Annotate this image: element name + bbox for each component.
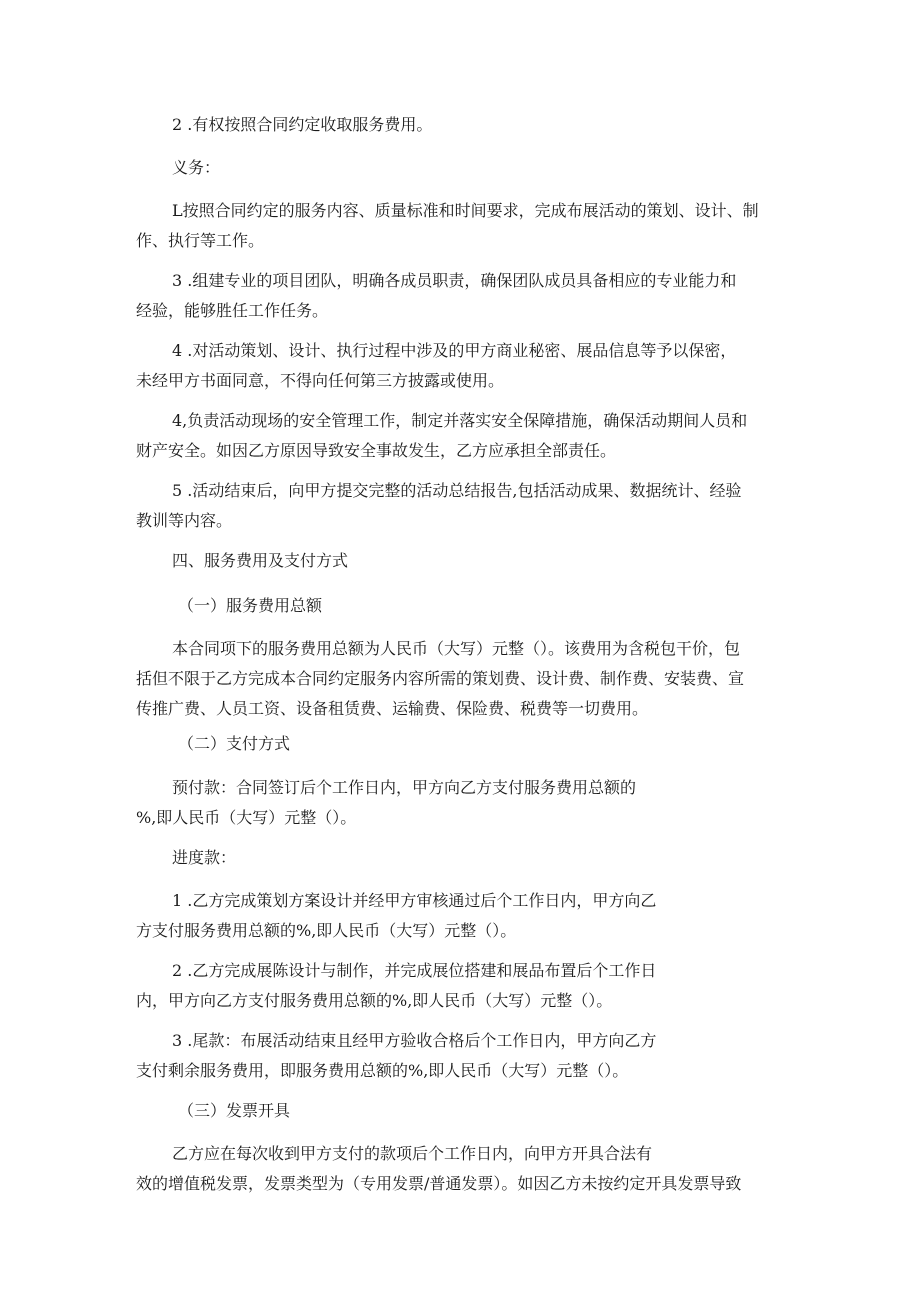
text-line: 乙方应在每次收到甲方支付的款项后个工作日内，向甲方开具合法有 (172, 1144, 653, 1163)
paragraph-progress-heading (136, 843, 796, 873)
text-line: 教训等内容。 (136, 511, 233, 530)
paragraph-prepayment (136, 773, 796, 833)
text-line: 进度款： (172, 848, 237, 867)
text-line: 经验，能够胜任工作任务。 (136, 301, 329, 320)
text-line: 四、服务费用及支付方式 (172, 551, 349, 570)
text-line: 义务： (172, 158, 221, 177)
paragraph-progress-1 (136, 886, 796, 946)
paragraph-total-fee (136, 634, 796, 724)
text-line: 作、执行等工作。 (136, 231, 265, 250)
paragraph-obligation-3 (136, 266, 796, 326)
text-line: 传推广费、人员工资、设备租赁费、运输费、保险费、税费等一切费用。 (136, 699, 649, 718)
text-line: 4 .对活动策划、设计、执行过程中涉及的甲方商业秘密、展品信息等予以保密， (172, 341, 737, 360)
paragraph-right-fee (136, 110, 796, 140)
paragraph-obligation-4 (136, 336, 796, 396)
text-line: 本合同项下的服务费用总额为人民币（大写）元整（）。该费用为含税包干价，包 (172, 639, 741, 658)
text-line: L按照合同约定的服务内容、质量标准和时间要求，完成布展活动的策划、设计、制 (172, 201, 759, 220)
text-line: 效的增值税发票，发票类型为（专用发票/普通发票）。如因乙方未按约定开具发票导致 (136, 1174, 742, 1193)
text-line: 3 .尾款：布展活动结束且经甲方验收合格后个工作日内，甲方向乙方 (172, 1031, 657, 1050)
text-line: 未经甲方书面同意，不得向任何第三方披露或使用。 (136, 371, 505, 390)
paragraph-obligation-5 (136, 476, 796, 536)
paragraph-invoice (136, 1139, 796, 1199)
text-line: 方支付服务费用总额的%,即人民币（大写）元整（）。 (136, 921, 517, 940)
text-line: 4,负责活动现场的安全管理工作，制定并落实安全保障措施，确保活动期间人员和 (172, 411, 748, 430)
text-line: 括但不限于乙方完成本合同约定服务内容所需的策划费、设计费、制作费、安装费、宣 (136, 669, 745, 688)
paragraph-final-payment (136, 1026, 796, 1086)
text-line: （三）发票开具 (178, 1101, 291, 1120)
paragraph-obligation-safety (136, 406, 796, 466)
text-line: （一）服务费用总额 (178, 596, 323, 615)
subsection-heading-payment (136, 729, 796, 759)
paragraph-obligations-heading (136, 153, 796, 183)
text-line: 2 .乙方完成展陈设计与制作，并完成展位搭建和展品布置后个工作日 (172, 961, 657, 980)
text-line: 支付剩余服务费用，即服务费用总额的%,即人民币（大写）元整（）。 (136, 1061, 629, 1080)
text-line: 财产安全。如因乙方原因导致安全事故发生，乙方应承担全部责任。 (136, 441, 617, 460)
text-line: 2 .有权按照合同约定收取服务费用。 (172, 115, 433, 134)
text-line: 预付款：合同签订后个工作日内，甲方向乙方支付服务费用总额的 (172, 778, 637, 797)
text-line: （二）支付方式 (178, 734, 291, 753)
text-line: 5 .活动结束后，向甲方提交完整的活动总结报告,包括活动成果、数据统计、经验 (172, 481, 742, 500)
section-heading-fees (136, 546, 796, 576)
text-line: 3 .组建专业的项目团队，明确各成员职责，确保团队成员具备相应的专业能力和 (172, 271, 737, 290)
subsection-heading-total (136, 591, 796, 621)
subsection-heading-invoice (136, 1096, 796, 1126)
paragraph-obligation-1 (136, 196, 796, 256)
text-line: 内，甲方向乙方支付服务费用总额的%,即人民币（大写）元整（）。 (136, 991, 613, 1010)
text-line: 1 .乙方完成策划方案设计并经甲方审核通过后个工作日内，甲方向乙 (172, 891, 657, 910)
paragraph-progress-2 (136, 956, 796, 1016)
text-line: %,即人民币（大写）元整（）。 (136, 808, 357, 827)
